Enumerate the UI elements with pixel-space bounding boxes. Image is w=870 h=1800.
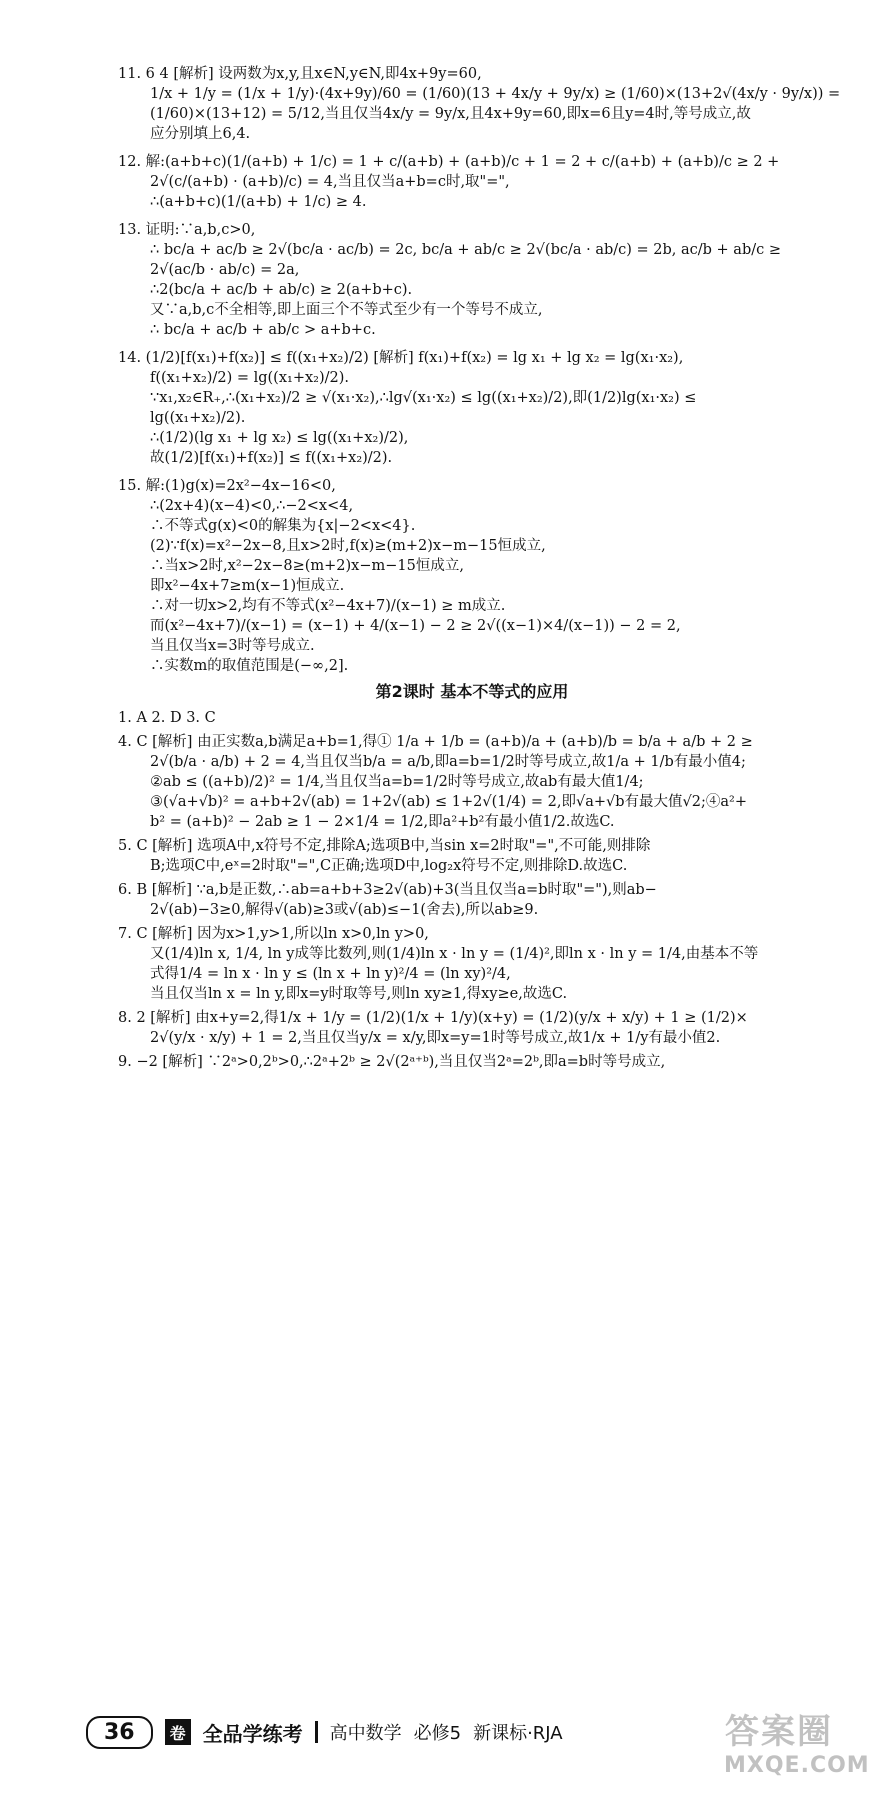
answer-12 bbox=[118, 152, 826, 212]
text-line: ③(√a+√b)² = a+b+2√(ab) = 1+2√(ab) ≤ 1+2√(1/4) = 2,即√a+√b有最大值√2;④a²+ bbox=[150, 794, 747, 810]
text-line: 1/x + 1/y = (1/x + 1/y)·(4x+9y)/60 = (1/60)(13 + 4x/y + 9y/x) ≥ (1/60)×(13+2√(4x/y · 9y/x)) = bbox=[150, 86, 841, 102]
text-line: ∴ bc/a + ac/b + ab/c > a+b+c. bbox=[150, 322, 376, 338]
answer-9 bbox=[118, 1052, 826, 1072]
text-line: 15. 解:(1)g(x)=2x²−4x−16<0, bbox=[118, 478, 336, 494]
book-icon: 卷 bbox=[165, 1719, 191, 1745]
text-line: ∴2(bc/a + ac/b + ab/c) ≥ 2(a+b+c). bbox=[150, 282, 413, 298]
watermark-logo-text: 答案圈 bbox=[725, 1712, 833, 1752]
text-line: 又(1/4)ln x, 1/4, ln y成等比数列,则(1/4)ln x · ln y = (1/4)²,即ln x · ln y = 1/4,由基本不等 bbox=[150, 946, 759, 962]
section-title: 第2课时 基本不等式的应用 bbox=[375, 682, 569, 701]
text-line: 2√(ac/b · ab/c) = 2a, bbox=[150, 262, 300, 278]
text-line: ∴(2x+4)(x−4)<0,∴−2<x<4, bbox=[150, 498, 354, 514]
answer-8 bbox=[118, 1008, 826, 1048]
text-line: 12. 解:(a+b+c)(1/(a+b) + 1/c) = 1 + c/(a+b) + (a+b)/c + 1 = 2 + c/(a+b) + (a+b)/c ≥ 2 + bbox=[118, 154, 780, 170]
subject-label: 高中数学 bbox=[329, 1723, 402, 1744]
text-line: ∴对一切x>2,均有不等式(x²−4x+7)/(x−1) ≥ m成立. bbox=[150, 598, 506, 614]
answer-content bbox=[118, 64, 841, 1076]
text-line: B;选项C中,eˣ=2时取"=",C正确;选项D中,log₂x符号不定,则排除D.故选C. bbox=[150, 858, 628, 874]
text-line: f((x₁+x₂)/2) = lg((x₁+x₂)/2). bbox=[150, 370, 349, 386]
text-line: 14. (1/2)[f(x₁)+f(x₂)] ≤ f((x₁+x₂)/2) [解析] f(x₁)+f(x₂) = lg x₁ + lg x₂ = lg(x₁·x₂), bbox=[118, 350, 684, 366]
text-line: 7. C [解析] 因为x>1,y>1,所以ln x>0,ln y>0, bbox=[118, 926, 429, 942]
text-line: (2)∵f(x)=x²−2x−8,且x>2时,f(x)≥(m+2)x−m−15恒成立, bbox=[150, 538, 546, 554]
text-line: 故(1/2)[f(x₁)+f(x₂)] ≤ f((x₁+x₂)/2). bbox=[150, 450, 393, 466]
text-line: 而(x²−4x+7)/(x−1) = (x−1) + 4/(x−1) − 2 ≥ 2√((x−1)×4/(x−1)) − 2 = 2, bbox=[150, 618, 681, 634]
text-line: 4. C [解析] 由正实数a,b满足a+b=1,得① 1/a + 1/b = (a+b)/a + (a+b)/b = b/a + a/b + 2 ≥ bbox=[118, 734, 753, 750]
text-line: 2√(ab)−3≥0,解得√(ab)≥3或√(ab)≤−1(舍去),所以ab≥9. bbox=[150, 902, 539, 918]
text-line: ∴ bc/a + ac/b ≥ 2√(bc/a · ac/b) = 2c, bc/a + ab/c ≥ 2√(bc/a · ab/c) = 2b, ac/b + ab/c ≥ bbox=[150, 242, 781, 258]
text-line: 5. C [解析] 选项A中,x符号不定,排除A;选项B中,当sin x=2时取"=",不可能,则排除 bbox=[118, 838, 651, 854]
answer-15 bbox=[118, 476, 826, 676]
text-line: 当且仅当x=3时等号成立. bbox=[150, 638, 315, 654]
text-line: ②ab ≤ ((a+b)/2)² = 1/4,当且仅当a=b=1/2时等号成立,故ab有最大值1/4; bbox=[150, 774, 644, 790]
answer-14 bbox=[118, 348, 826, 468]
text-line: 式得1/4 = ln x · ln y ≤ (ln x + ln y)²/4 = (ln xy)²/4, bbox=[150, 966, 511, 982]
page-number: 36 bbox=[86, 1716, 153, 1749]
text-line: 13. 证明:∵a,b,c>0, bbox=[118, 222, 256, 238]
text-line: 8. 2 [解析] 由x+y=2,得1/x + 1/y = (1/2)(1/x + 1/y)(x+y) = (1/2)(y/x + x/y) + 1 ≥ (1/2)× bbox=[118, 1010, 748, 1026]
text-line: ∴(a+b+c)(1/(a+b) + 1/c) ≥ 4. bbox=[150, 194, 367, 210]
text-line: ∴不等式g(x)<0的解集为{x|−2<x<4}. bbox=[150, 518, 416, 534]
text-line: 2√(y/x · x/y) + 1 = 2,当且仅当y/x = x/y,即x=y=1时等号成立,故1/x + 1/y有最小值2. bbox=[150, 1030, 721, 1046]
text-line: ∴实数m的取值范围是(−∞,2]. bbox=[150, 658, 349, 674]
text-line: ∴(1/2)(lg x₁ + lg x₂) ≤ lg((x₁+x₂)/2), bbox=[150, 430, 409, 446]
answer-13 bbox=[118, 220, 826, 340]
brand-name: 全品学练考 bbox=[202, 1721, 303, 1746]
text-line: 9. −2 [解析] ∵2ᵃ>0,2ᵇ>0,∴2ᵃ+2ᵇ ≥ 2√(2ᵃ⁺ᵇ),当且仅当2ᵃ=2ᵇ,即a=b时等号成立, bbox=[118, 1054, 666, 1070]
text-line: 1. A 2. D 3. C bbox=[118, 710, 216, 726]
text-line: 当且仅当ln x = ln y,即x=y时取等号,则ln xy≥1,得xy≥e,故选C. bbox=[150, 986, 568, 1002]
answer-11 bbox=[118, 64, 841, 144]
text-line: 又∵a,b,c不全相等,即上面三个不等式至少有一个等号不成立, bbox=[150, 302, 543, 318]
text-line: 11. 6 4 [解析] 设两数为x,y,且x∈N,y∈N,即4x+9y=60, bbox=[118, 66, 482, 82]
text-line: 2√(c/(a+b) · (a+b)/c) = 4,当且仅当a+b=c时,取"=", bbox=[150, 174, 510, 190]
answer-7 bbox=[118, 924, 826, 1004]
answer-5 bbox=[118, 836, 826, 876]
text-line: lg((x₁+x₂)/2). bbox=[150, 410, 246, 426]
footer-divider bbox=[315, 1721, 318, 1743]
watermark-url: MXQE.COM bbox=[724, 1753, 870, 1778]
edition-label: 新课标·RJA bbox=[473, 1723, 563, 1744]
text-line: ∴当x>2时,x²−2x−8≥(m+2)x−m−15恒成立, bbox=[150, 558, 464, 574]
book-label: 必修5 bbox=[413, 1723, 462, 1744]
text-line: ∵x₁,x₂∈R₊,∴(x₁+x₂)/2 ≥ √(x₁·x₂),∴lg√(x₁·x₂) ≤ lg((x₁+x₂)/2),即(1/2)lg(x₁·x₂) ≤ bbox=[150, 390, 697, 406]
answer-1-3 bbox=[118, 708, 826, 728]
text-line: b² = (a+b)² − 2ab ≥ 1 − 2×1/4 = 1/2,即a²+b²有最小值1/2.故选C. bbox=[150, 814, 615, 830]
answer-6 bbox=[118, 880, 826, 920]
text-line: 即x²−4x+7≥m(x−1)恒成立. bbox=[150, 578, 345, 594]
text-line: 2√(b/a · a/b) + 2 = 4,当且仅当b/a = a/b,即a=b=1/2时等号成立,故1/a + 1/b有最小值4; bbox=[150, 754, 746, 770]
text-line: 6. B [解析] ∵a,b是正数,∴ab=a+b+3≥2√(ab)+3(当且仅当a=b时取"="),则ab− bbox=[118, 882, 657, 898]
text-line: 应分别填上6,4. bbox=[150, 126, 251, 142]
answer-4 bbox=[118, 732, 826, 832]
text-line: (1/60)×(13+12) = 5/12,当且仅当4x/y = 9y/x,且4x+9y=60,即x=6且y=4时,等号成立,故 bbox=[150, 106, 751, 122]
site-watermark bbox=[724, 1704, 870, 1794]
